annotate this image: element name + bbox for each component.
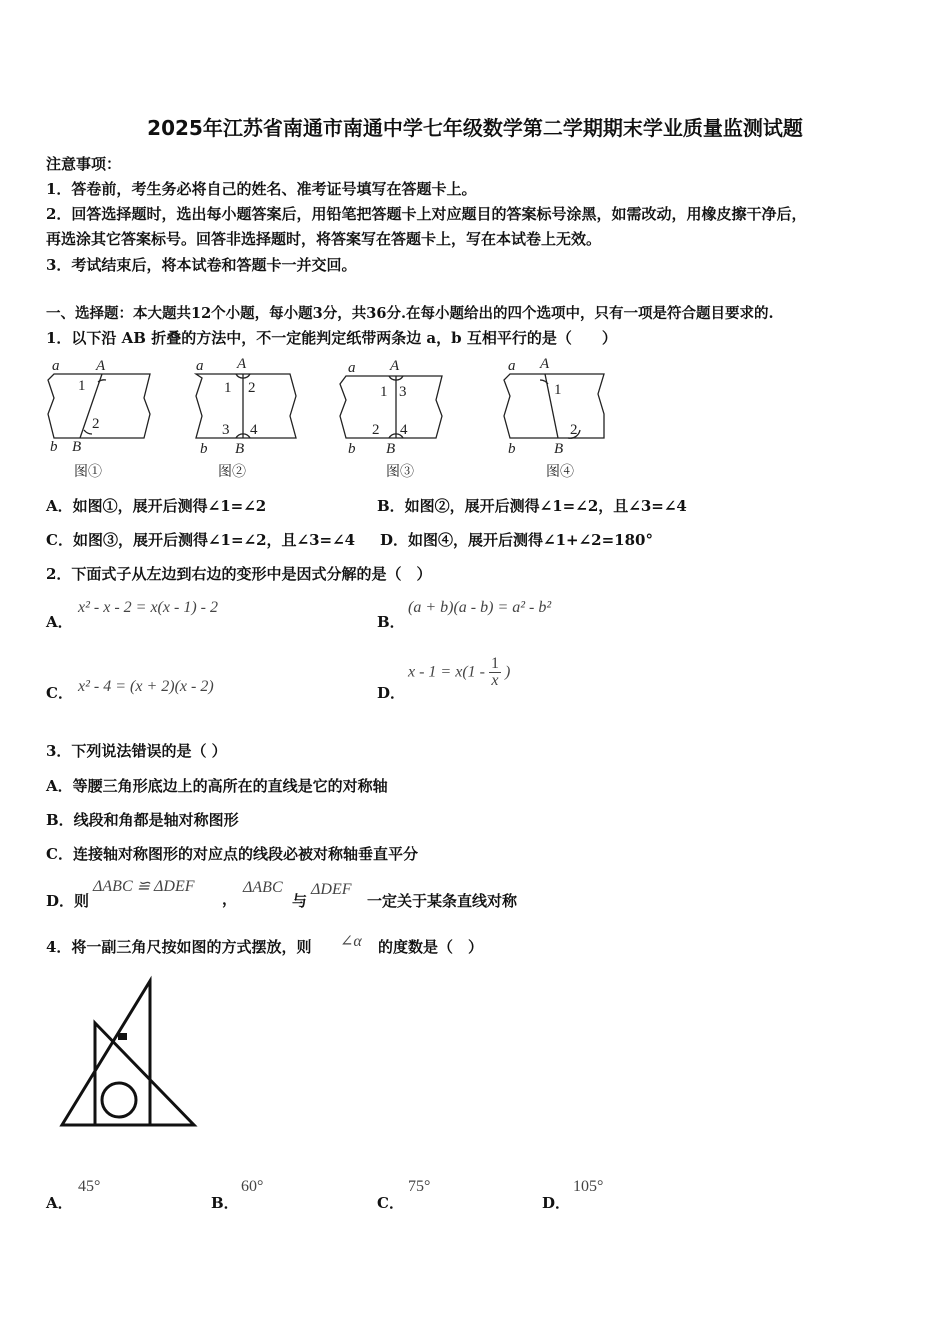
q3-option-d-mid: 与 [292, 892, 308, 910]
fig3-2: 2 [372, 422, 380, 438]
fig2-4: 4 [250, 422, 258, 438]
fig4-B: B [554, 441, 564, 457]
q3-option-a: A．等腰三角形底边上的高所在的直线是它的对称轴 [46, 777, 388, 795]
fig1-2: 2 [92, 416, 100, 432]
fig1-caption: 图① [74, 465, 102, 480]
q4-option-c-label: C． [377, 1194, 404, 1212]
q2-option-a-expr: x² - x - 2 = x(x - 1) - 2 [78, 599, 218, 616]
notice-item-3: 3．考试结束后，将本试卷和答题卡一并交回。 [46, 256, 357, 274]
fig2-1: 1 [224, 380, 232, 396]
fig3-B: B [386, 441, 396, 457]
q2-d-left: x - 1 = x(1 - [408, 663, 485, 681]
q4-option-d-val: 105° [573, 1178, 604, 1195]
fig4-1: 1 [554, 382, 562, 398]
fig3-A: A [390, 358, 400, 374]
q1-option-a: A．如图①，展开后测得∠1=∠2 [46, 497, 267, 515]
q3-option-b: B．线段和角都是轴对称图形 [46, 811, 239, 829]
q2-option-d-label: D． [377, 684, 406, 702]
fig2-a: a [196, 358, 204, 374]
fig1-1: 1 [78, 378, 86, 394]
fig4-2: 2 [570, 422, 578, 438]
fig1-A: A [96, 358, 106, 374]
fig2-2: 2 [248, 380, 256, 396]
q1-option-d: D．如图④，展开后测得∠1+∠2=180° [380, 531, 653, 549]
q4-stem-math: ∠α [340, 933, 362, 950]
fig3-a: a [348, 360, 356, 376]
q3-option-c: C．连接轴对称图形的对应点的线段必被对称轴垂直平分 [46, 845, 418, 863]
fig2-caption: 图② [218, 465, 246, 480]
fig2-strip [196, 374, 296, 438]
fig4-b: b [508, 441, 516, 457]
q4-option-b-val: 60° [241, 1178, 264, 1195]
q2-d-num: 1 [490, 655, 499, 672]
notice-item-2-cont: 再选涂其它答案标号。回答非选择题时，将答案写在答题卡上，写在本试卷上无效。 [46, 230, 602, 248]
q3-option-d-comma: ， [222, 890, 238, 908]
q4-right-angle-mark [118, 1033, 127, 1040]
q3-option-d-math2: ΔABC [243, 879, 283, 896]
fig4-a: a [508, 358, 516, 374]
q2-stem: 2．下面式子从左边到右边的变形中是因式分解的是（ ） [46, 565, 432, 583]
fig3-3: 3 [399, 384, 407, 400]
q3-stem: 3．下列说法错误的是（ ） [46, 742, 227, 760]
q4-stem-pre: 4．将一副三角尺按如图的方式摆放，则 [46, 938, 312, 956]
q3-option-d-label: D．则 [46, 892, 90, 910]
q1-stem: 1．以下沿 AB 折叠的方法中，不一定能判定纸带两条边 a，b 互相平行的是（ ） [46, 329, 617, 347]
q4-triangle-figure [55, 975, 205, 1135]
q1-option-c: C．如图③，展开后测得∠1=∠2，且∠3=∠4 [46, 531, 356, 549]
q4-stem-post: 的度数是（ ） [378, 938, 484, 956]
q4-option-c-val: 75° [408, 1178, 431, 1195]
fig3-strip [340, 376, 442, 438]
fig3-4: 4 [400, 422, 408, 438]
fig3-b: b [348, 441, 356, 457]
q4-option-b-label: B． [211, 1194, 239, 1212]
q1-figures [40, 350, 620, 485]
page-title: 2025年江苏省南通市南通中学七年级数学第二学期期末学业质量监测试题 [147, 116, 803, 140]
fig2-b: b [200, 441, 208, 457]
q2-d-fraction [489, 656, 501, 689]
section-heading: 一、选择题：本大题共12个小题，每小题3分，共36分.在每小题给出的四个选项中，只有一项是符合题目要求的. [46, 305, 774, 322]
q2-option-a-label: A． [46, 613, 73, 631]
q2-d-close: ) [504, 663, 511, 681]
q2-option-b-label: B． [377, 613, 405, 631]
fig4-caption: 图④ [546, 465, 574, 480]
fig1-b: b [50, 439, 58, 455]
q4-option-a-val: 45° [78, 1178, 101, 1195]
q3-option-d-math1: ΔABC ≌ ΔDEF [93, 878, 195, 895]
q3-option-d-tail: 一定关于某条直线对称 [367, 892, 518, 910]
fig1-a: a [52, 358, 60, 374]
fig2-A: A [237, 356, 247, 372]
q1-option-b: B．如图②，展开后测得∠1=∠2，且∠3=∠4 [377, 497, 687, 515]
q2-d-den: x [491, 672, 499, 689]
q2-option-c-expr: x² - 4 = (x + 2)(x - 2) [78, 678, 214, 695]
q4-option-a-label: A． [46, 1194, 73, 1212]
q2-option-b-expr: (a + b)(a - b) = a² - b² [408, 599, 552, 616]
fig3-1: 1 [380, 384, 388, 400]
fig2-3: 3 [222, 422, 230, 438]
fig2-B: B [235, 441, 245, 457]
q4-option-d-label: D． [542, 1194, 571, 1212]
q2-option-d-expr [408, 656, 510, 689]
notice-heading: 注意事项： [46, 155, 122, 173]
fig3-caption: 图③ [386, 465, 414, 480]
q3-option-d-math3: ΔDEF [311, 881, 352, 898]
notice-item-2: 2．回答选择题时，选出每小题答案后，用铅笔把答题卡上对应题目的答案标号涂黑，如需改动，用橡皮擦干净后， [46, 205, 807, 223]
notice-item-1: 1．答卷前，考生务必将自己的姓名、准考证号填写在答题卡上。 [46, 180, 477, 198]
fig1-B: B [72, 439, 82, 455]
q2-option-c-label: C． [46, 684, 73, 702]
fig4-A: A [540, 356, 550, 372]
